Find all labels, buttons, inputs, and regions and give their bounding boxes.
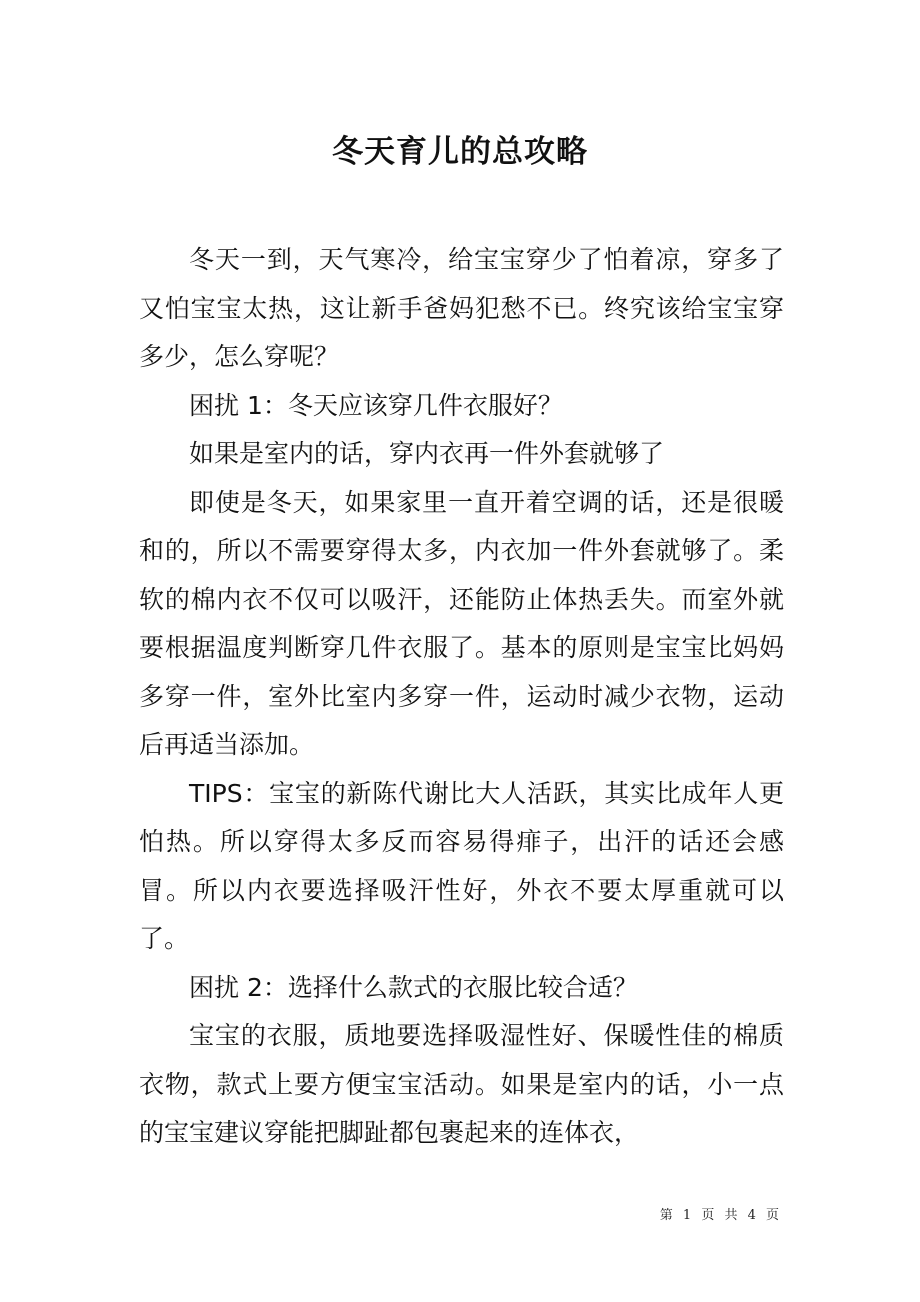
document-title: 冬天育儿的总攻略 — [332, 134, 588, 170]
paragraph-question-2: 困扰 2：选择什么款式的衣服比较合适？ — [189, 972, 638, 1002]
paragraph-intro: 冬天一到，天气寒冷，给宝宝穿少了怕着凉，穿多了又怕宝宝太热，这让新手爸妈犯愁不已。终究该给宝宝穿多少，怎么穿呢？ — [139, 245, 784, 371]
document-body — [139, 236, 784, 1158]
paragraph-clothing-style: 宝宝的衣服，质地要选择吸湿性好、保暖性佳的棉质衣物，款式上要方便宝宝活动。如果是室内的话，小一点的宝宝建议穿能把脚趾都包裹起来的连体衣， — [139, 1021, 784, 1147]
paragraph-answer-summary: 如果是室内的话，穿内衣再一件外套就够了 — [189, 439, 665, 468]
paragraph-tips: TIPS：宝宝的新陈代谢比大人活跃，其实比成年人更怕热。所以穿得太多反而容易得痱子，出汗的话还会感冒。所以内衣要选择吸汗性好，外衣不要太厚重就可以了。 — [139, 778, 784, 953]
paragraph-question-1: 困扰 1：冬天应该穿几件衣服好？ — [189, 390, 563, 420]
paragraph-answer-detail: 即使是冬天，如果家里一直开着空调的话，还是很暖和的，所以不需要穿得太多，内衣加一件外套就够了。柔软的棉内衣不仅可以吸汗，还能防止体热丢失。而室外就要根据温度判断穿几件衣服了。基本的原则是宝宝比妈妈多穿一件，室外比室内多穿一件，运动时减少衣物，运动后再适当添加。 — [139, 487, 784, 759]
page-number-footer: 第 1 页 共 4 页 — [659, 1208, 782, 1223]
